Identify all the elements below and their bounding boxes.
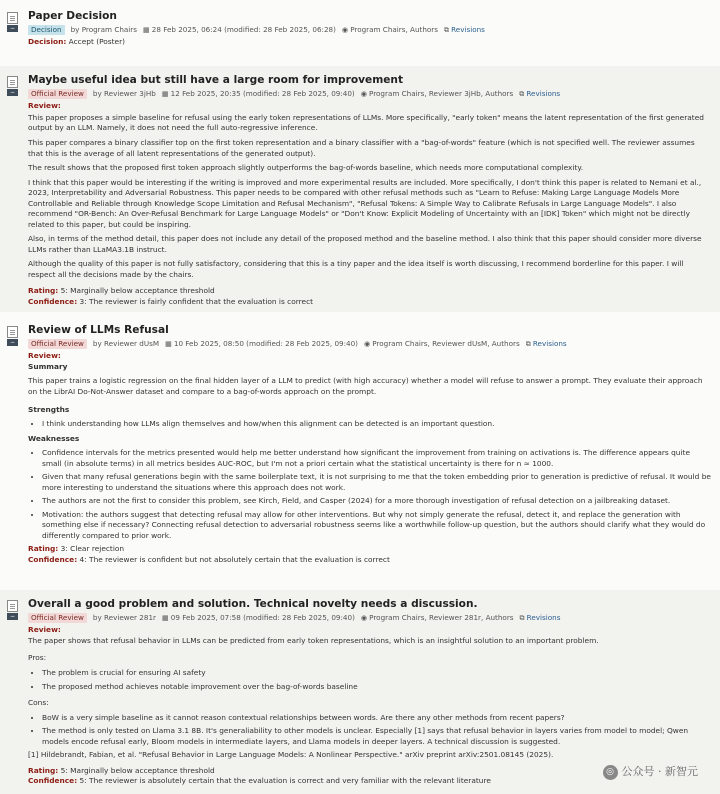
note-meta (28, 25, 712, 35)
review-intro: The paper shows that refusal behavior in LLMs can be predicted from early token representations, which is an insightful solution to an important problem. (28, 635, 599, 645)
cons-list (28, 713, 712, 748)
note-title: Review of LLMs Refusal (28, 324, 169, 336)
note-meta (28, 89, 712, 99)
strengths-heading: Strengths (28, 404, 70, 414)
note-meta (28, 339, 712, 349)
watermark-text: 公众号 · 新智元 (621, 765, 698, 779)
collapse-icon[interactable]: − (7, 25, 18, 32)
review-paragraph: Although the quality of this paper is not fully satisfactory, considering that this is a tiny paper and the idea itself is worth discussing, I recommend borderline for this paper. I will respect all the decisions made by the chairs. (28, 259, 684, 279)
confidence-value: 5: The reviewer is absolutely certain that the evaluation is correct and very familiar with the relevant literature (79, 776, 491, 786)
note-gutter[interactable] (7, 12, 19, 32)
note-paper-decision (0, 10, 720, 48)
note-author[interactable]: by Reviewer dUsM (92, 339, 160, 349)
note-title: Maybe useful idea but still have a large room for improvement (28, 74, 404, 86)
review-paragraph: I think that this paper would be interesting if the writing is improved and more experimental results are included. More specifically, I don't think this paper is related to Nemani et al., 2023, Interpretability and Adversarial Robustness. This paper needs to be compared with other refusal methods such as "Learn to Refuse: Making Large Language Models More Controllable and Reliable through Knowledge Scope Limitation and Refusal Mechanism", "Refusal Tokens: A Simple Way to Calibrate Refusals in Large Language Models". I also recommend "OR-Bench: An Over-Refusal Benchmark for Large Language Models" or "Don't Know: Explicit Modeling of Uncertainty with an [IDK] Token" which might not be directly related to this paper, but could be inspiring. (28, 177, 702, 229)
rating-value: 5: Marginally below acceptance threshold (60, 286, 215, 296)
pros-list (28, 668, 712, 692)
weaknesses-list (28, 448, 712, 541)
list-item: • Given that many refusal generations begin with the same boilerplate text, it is not surprising to me that the token embedding prior to generation is predictive of refusal. It would be more interesting to understand the situations where this approach does not work. (42, 472, 712, 493)
rating-label: Rating: (28, 765, 59, 775)
revisions-link[interactable] (519, 89, 560, 99)
rating-label: Rating: (28, 286, 59, 296)
revisions-icon: ⧉ (519, 613, 525, 623)
note-meta (28, 613, 712, 623)
rating-value: 5: Marginally below acceptance threshold (60, 765, 215, 775)
document-icon[interactable] (7, 12, 18, 24)
note-gutter[interactable] (7, 326, 19, 346)
note-date: 10 Feb 2025, 08:50 (modified: 28 Feb 2025, 09:40) (173, 339, 358, 349)
revisions-label[interactable]: Revisions (532, 339, 567, 349)
collapse-icon[interactable]: − (7, 89, 18, 96)
note-date: 12 Feb 2025, 20:35 (modified: 28 Feb 2025, 09:40) (170, 89, 355, 99)
decision-label: Decision: (28, 37, 67, 47)
invitation-badge: Official Review (28, 89, 87, 99)
eye-icon: ◉ (360, 613, 368, 623)
note-author[interactable]: by Reviewer 281r (92, 613, 156, 623)
summary-heading: Summary (28, 361, 68, 371)
list-item: • BoW is a very simple baseline as it cannot reason contextual relationships between words. Are there any other methods from recent papers? (42, 713, 712, 724)
note-date: 28 Feb 2025, 06:24 (modified: 28 Feb 2025, 06:28) (151, 25, 336, 35)
review-paragraph: This paper compares a binary classifier top on the first token representation and a binary classifier with a "bag-of-words" feature (which is not specified well. The reviewer assumes that this is the average of all latent representations of the generated output). (28, 138, 695, 158)
review-paragraph: Also, in terms of the method detail, this paper does not include any detail of the proposed method and the baseline method. I also think that this paper should consider more diverse LLMs rather than LLaMA3.1B instruct. (28, 234, 702, 254)
list-item: • The method is only tested on Llama 3.1 8B. It's generaliability to other models is unclear. Especially [1] says that refusal behavior in layers varies from model to model; Qwen models encode refusal early, Bloom models in intermediate layers, and Llama models in deeper layers. A technical discussion is suggested. (42, 726, 712, 747)
collapse-icon[interactable]: − (7, 613, 18, 620)
note-gutter[interactable] (7, 600, 19, 620)
revisions-icon: ⧉ (519, 89, 525, 99)
calendar-icon: ▦ (165, 339, 172, 349)
invitation-badge: Official Review (28, 613, 87, 623)
list-item: • Confidence intervals for the metrics presented would help me better understand how significant the improvement from training on activations is. The difference appears quite small (in absolute terms) in all metrics besides AUC-ROC, but I'm not a priori certain what the statistical uncertainty is there for n ≈ 1000. (42, 448, 712, 469)
review-label: Review: (28, 101, 61, 111)
note-readers: Program Chairs, Reviewer dUsM, Authors (372, 339, 520, 349)
list-item: • Motivation: the authors suggest that detecting refusal may allow for other interventions. But why not simply generate the refusal, detect it, and replace the generation with something else if necessary? Connecting refusal detection to adversarial robustness seems like a worthwhile follow-up question, but the authors should clarify what they would do differently compared to prior work. (42, 510, 712, 542)
document-icon[interactable] (7, 600, 18, 612)
note-readers: Program Chairs, Authors (350, 25, 438, 35)
decision-value: Accept (Poster) (68, 37, 126, 47)
note-review-3jhb (0, 66, 720, 312)
confidence-value: 4: The reviewer is confident but not absolutely certain that the evaluation is correct (79, 554, 390, 564)
cons-heading: Cons: (28, 698, 49, 708)
watermark (603, 764, 699, 780)
review-paragraph: This paper proposes a simple baseline for refusal using the early token representations of LLMs. More specifically, "early token" means the latent representation of the first generated output by an LLM. Namely, it does not need the full auto-regressive inference. (28, 112, 704, 133)
document-icon[interactable] (7, 326, 18, 338)
note-date: 09 Feb 2025, 07:58 (modified: 28 Feb 2025, 09:40) (170, 613, 355, 623)
review-label: Review: (28, 625, 61, 635)
calendar-icon: ▦ (143, 25, 150, 35)
weaknesses-heading: Weaknesses (28, 433, 80, 443)
revisions-link[interactable] (526, 339, 567, 349)
revisions-label[interactable]: Revisions (526, 613, 561, 623)
calendar-icon: ▦ (161, 89, 169, 99)
note-review-281r (0, 590, 720, 794)
list-item: • The proposed method achieves notable improvement over the bag-of-words baseline (42, 682, 712, 693)
calendar-icon: ▦ (161, 613, 169, 623)
note-review-dusm (0, 324, 720, 565)
invitation-badge: Official Review (28, 339, 87, 349)
note-author[interactable]: by Reviewer 3jHb (92, 89, 156, 99)
confidence-label: Confidence: (28, 296, 78, 306)
wechat-logo-icon: ◎ (603, 765, 618, 780)
list-item: • The problem is crucial for ensuring AI safety (42, 668, 712, 679)
rating-label: Rating: (28, 544, 59, 554)
note-author[interactable]: by Program Chairs (70, 25, 137, 35)
revisions-label[interactable]: Revisions (526, 89, 561, 99)
eye-icon: ◉ (363, 339, 371, 349)
note-title: Overall a good problem and solution. Technical novelty needs a discussion. (28, 598, 478, 610)
review-label: Review: (28, 351, 61, 361)
note-title: Paper Decision (28, 10, 117, 22)
summary-text: This paper trains a logistic regression on the final hidden layer of a LLM to predict (with high accuracy) whether a model will refuse to answer a prompt. They evaluate their approach on the LibrAI Do-Not-Answer dataset and compare to a bag-of-words approach on the prompt. (28, 376, 703, 396)
confidence-value: 3: The reviewer is fairly confident that the evaluation is correct (79, 296, 314, 306)
eye-icon: ◉ (360, 89, 368, 99)
revisions-icon: ⧉ (444, 25, 450, 35)
eye-icon: ◉ (341, 25, 349, 35)
revisions-label[interactable]: Revisions (451, 25, 485, 35)
note-readers: Program Chairs, Reviewer 3jHb, Authors (369, 89, 514, 99)
pros-heading: Pros: (28, 653, 47, 663)
review-paragraph: The result shows that the proposed first token approach slightly outperforms the bag-of-words baseline, which needs more computational complexity. (28, 163, 584, 173)
strengths-list (28, 419, 712, 430)
revisions-link[interactable] (444, 25, 485, 35)
confidence-label: Confidence: (28, 776, 78, 786)
note-gutter[interactable] (7, 76, 19, 96)
list-item: • I think understanding how LLMs align themselves and how/when this alignment can be detected is an important question. (42, 419, 712, 430)
collapse-icon[interactable]: − (7, 339, 18, 346)
confidence-label: Confidence: (28, 554, 78, 564)
revisions-icon: ⧉ (525, 339, 531, 349)
rating-value: 3: Clear rejection (60, 544, 125, 554)
list-item: • The authors are not the first to consider this problem, see Kirch, Field, and Casper (2024) for a more thorough investigation of refusal detection on a jailbreaking dataset. (42, 496, 712, 507)
reference-text: [1] Hildebrandt, Fabian, et al. "Refusal Behavior in Large Language Models: A Nonlinear Perspective." arXiv preprint arXiv:2501.08145 (2025). (28, 750, 554, 760)
note-readers: Program Chairs, Reviewer 281r, Authors (369, 613, 514, 623)
invitation-badge: Decision (28, 25, 65, 35)
document-icon[interactable] (7, 76, 18, 88)
revisions-link[interactable] (520, 613, 561, 623)
